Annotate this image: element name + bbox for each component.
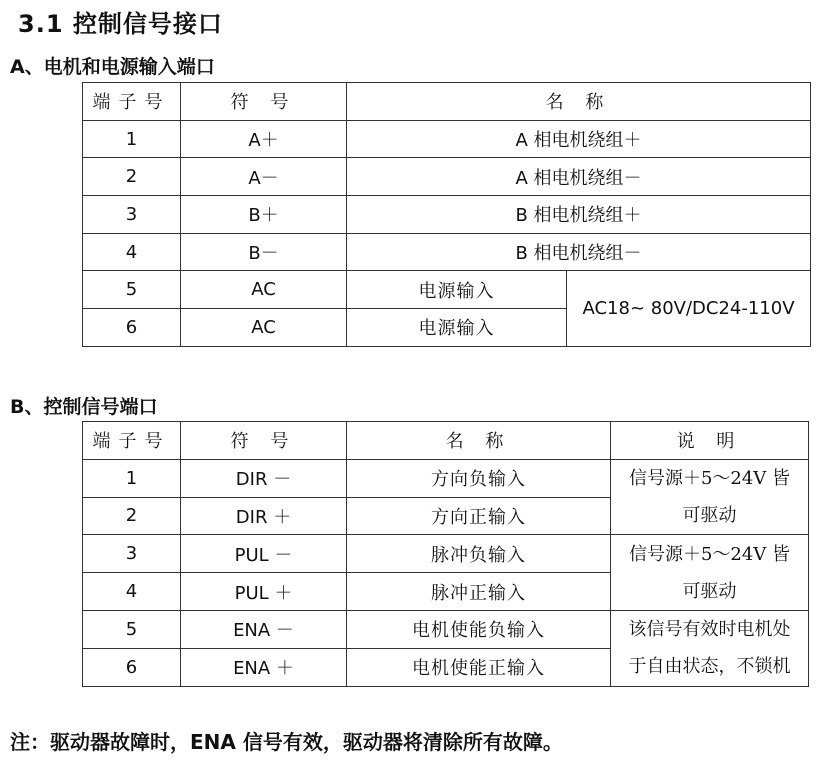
terminal-symbol: B－ <box>181 233 347 271</box>
terminal-no: 1 <box>83 459 181 497</box>
table-row <box>83 233 811 271</box>
dir-description-line-1: 信号源＋5～24V 皆 <box>628 468 791 490</box>
terminal-name: 脉冲负输入 <box>347 535 611 573</box>
terminal-name: 方向负输入 <box>347 459 611 497</box>
terminal-symbol: B＋ <box>181 196 347 234</box>
table-header-row <box>83 422 809 460</box>
control-signal-table <box>82 421 809 687</box>
table-row <box>83 610 809 648</box>
terminal-name: B 相电机绕组＋ <box>347 196 811 234</box>
header-name: 名 称 <box>347 422 611 460</box>
table-row <box>83 158 811 196</box>
terminal-symbol: A＋ <box>181 120 347 158</box>
terminal-name: B 相电机绕组－ <box>347 233 811 271</box>
ena-description-line-2: 于自由状态，不锁机 <box>628 656 791 678</box>
power-voltage-range: AC18~ 80V/DC24-110V <box>567 271 811 346</box>
terminal-no: 4 <box>83 233 181 271</box>
fault-note: 注：驱动器故障时，ENA 信号有效，驱动器将清除所有故障。 <box>10 730 563 754</box>
section-a-heading: A、电机和电源输入端口 <box>10 56 215 78</box>
pul-description-line-1: 信号源＋5～24V 皆 <box>628 543 791 565</box>
terminal-no: 5 <box>83 271 181 309</box>
terminal-symbol: PUL ＋ <box>181 573 347 611</box>
terminal-name: 电源输入 <box>347 271 567 309</box>
terminal-no: 4 <box>83 573 181 611</box>
terminal-name: 方向正输入 <box>347 497 611 535</box>
header-symbol: 符 号 <box>181 83 347 121</box>
header-description: 说 明 <box>611 422 809 460</box>
terminal-symbol: DIR － <box>181 459 347 497</box>
ena-description-line-1: 该信号有效时电机处 <box>628 619 791 641</box>
table-header-row <box>83 83 811 121</box>
dir-description <box>611 459 809 535</box>
terminal-name: 脉冲正输入 <box>347 573 611 611</box>
terminal-name: 电源输入 <box>347 309 567 347</box>
terminal-name: 电机使能正输入 <box>347 648 611 686</box>
table-row <box>83 271 811 309</box>
terminal-no: 3 <box>83 196 181 234</box>
terminal-symbol: ENA ＋ <box>181 648 347 686</box>
terminal-no: 6 <box>83 309 181 347</box>
terminal-symbol: A－ <box>181 158 347 196</box>
motor-power-table <box>82 82 811 347</box>
terminal-no: 5 <box>83 610 181 648</box>
header-symbol: 符 号 <box>181 422 347 460</box>
terminal-name: A 相电机绕组＋ <box>347 120 811 158</box>
terminal-no: 1 <box>83 120 181 158</box>
section-b-heading: B、控制信号端口 <box>10 396 158 418</box>
terminal-no: 2 <box>83 158 181 196</box>
terminal-symbol: AC <box>181 271 347 309</box>
pul-description <box>611 535 809 611</box>
header-terminal-no: 端子号 <box>83 422 181 460</box>
terminal-symbol: DIR ＋ <box>181 497 347 535</box>
terminal-symbol: PUL － <box>181 535 347 573</box>
terminal-name: 电机使能负输入 <box>347 610 611 648</box>
terminal-no: 6 <box>83 648 181 686</box>
dir-description-line-2: 可驱动 <box>682 505 737 527</box>
ena-description <box>611 610 809 686</box>
terminal-no: 2 <box>83 497 181 535</box>
header-terminal-no: 端子号 <box>83 83 181 121</box>
table-row <box>83 196 811 234</box>
terminal-symbol: AC <box>181 309 347 347</box>
terminal-name: A 相电机绕组－ <box>347 158 811 196</box>
table-row <box>83 459 809 497</box>
terminal-no: 3 <box>83 535 181 573</box>
pul-description-line-2: 可驱动 <box>682 580 737 602</box>
section-title: 3.1 控制信号接口 <box>18 10 223 38</box>
table-row <box>83 535 809 573</box>
table-row <box>83 120 811 158</box>
header-name: 名 称 <box>347 83 811 121</box>
terminal-symbol: ENA － <box>181 610 347 648</box>
